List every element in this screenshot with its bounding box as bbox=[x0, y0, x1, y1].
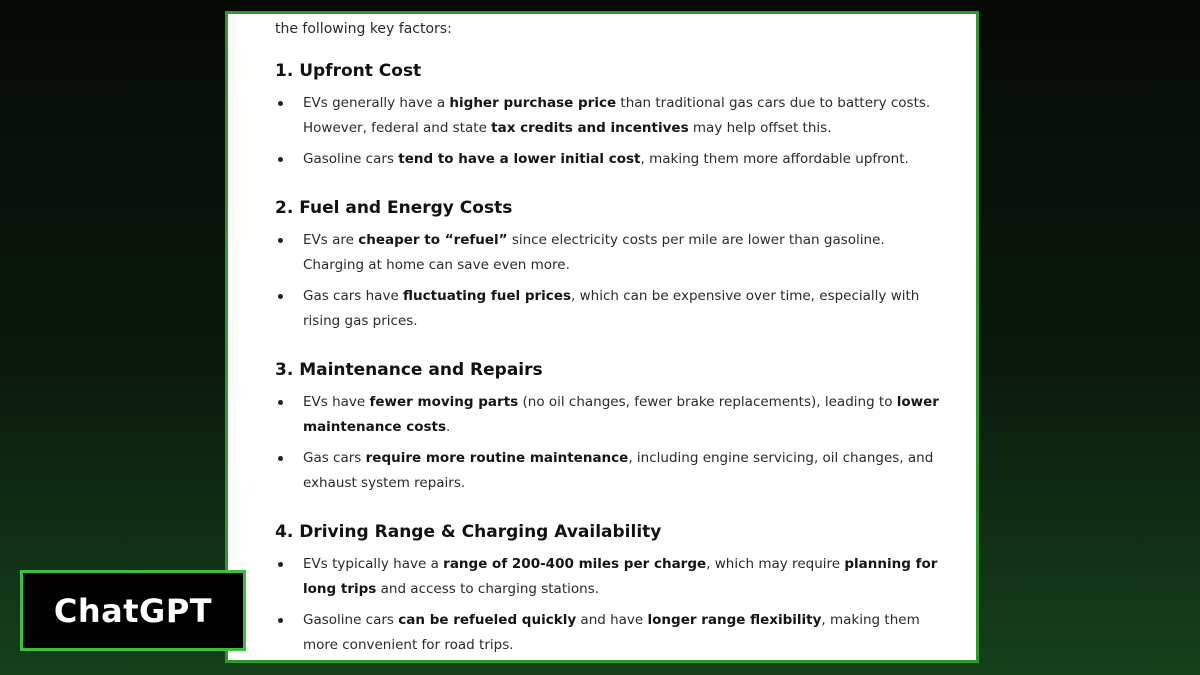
chatgpt-badge bbox=[20, 570, 246, 651]
text-run: than traditional gas cars due to battery costs. However, federal and state bbox=[303, 95, 931, 136]
section-heading: 3. Maintenance and Repairs bbox=[275, 360, 543, 380]
list-item bbox=[275, 147, 945, 172]
bold-text-run: cheaper to “refuel” bbox=[358, 232, 508, 248]
text-run: and have bbox=[576, 612, 648, 628]
text-run: , making them more affordable upfront. bbox=[640, 151, 909, 167]
text-run: Gas cars have bbox=[303, 288, 404, 304]
text-run: may help offset this. bbox=[688, 120, 832, 136]
section-driving-range-charging bbox=[275, 521, 945, 658]
section-upfront-cost bbox=[275, 60, 945, 172]
list-item bbox=[275, 390, 945, 440]
list-item bbox=[275, 446, 945, 496]
bold-text-run: fewer moving parts bbox=[369, 394, 519, 410]
intro-text: the following key factors: bbox=[275, 21, 452, 37]
section-fuel-energy-costs bbox=[275, 197, 945, 334]
text-run: since electricity costs per mile are lower than gasoline. Charging at home can save even more. bbox=[303, 232, 885, 273]
text-run: Gasoline cars bbox=[303, 612, 399, 628]
list-item bbox=[275, 228, 945, 278]
screenshot-frame bbox=[225, 11, 979, 663]
list-item bbox=[275, 91, 945, 141]
section-heading: 4. Driving Range & Charging Availability bbox=[275, 522, 662, 542]
text-run: , including engine servicing, oil changes, and exhaust system repairs. bbox=[303, 450, 934, 491]
bold-text-run: tend to have a lower initial cost bbox=[398, 151, 641, 167]
text-run: EVs typically have a bbox=[303, 556, 444, 572]
section-heading: 1. Upfront Cost bbox=[275, 61, 422, 81]
section-maintenance-repairs bbox=[275, 359, 945, 496]
bold-text-run: tax credits and incentives bbox=[491, 120, 689, 136]
list-item bbox=[275, 608, 945, 658]
bold-text-run: range of 200-400 miles per charge bbox=[443, 556, 707, 572]
list-item bbox=[275, 552, 945, 602]
text-run: , which may require bbox=[706, 556, 845, 572]
bold-text-run: fluctuating fuel prices bbox=[403, 288, 572, 304]
text-run: EVs generally have a bbox=[303, 95, 450, 111]
text-run: EVs have bbox=[303, 394, 370, 410]
bold-text-run: require more routine maintenance bbox=[365, 450, 629, 466]
chat-response-document bbox=[228, 14, 976, 660]
bold-text-run: higher purchase price bbox=[449, 95, 617, 111]
text-run: , making them more convenient for road trips. bbox=[303, 612, 920, 653]
text-run: (no oil changes, fewer brake replacements), leading to bbox=[518, 394, 897, 410]
text-run: EVs are bbox=[303, 232, 359, 248]
badge-label: ChatGPT bbox=[53, 591, 213, 630]
text-run: Gas cars bbox=[303, 450, 366, 466]
section-heading: 2. Fuel and Energy Costs bbox=[275, 198, 513, 218]
bold-text-run: lower maintenance costs bbox=[303, 394, 939, 435]
text-run: , which can be expensive over time, especially with rising gas prices. bbox=[303, 288, 920, 329]
list-item bbox=[275, 284, 945, 334]
text-run: Gasoline cars bbox=[303, 151, 399, 167]
bold-text-run: can be refueled quickly bbox=[398, 612, 577, 628]
text-run: and access to charging stations. bbox=[376, 581, 600, 597]
text-run: . bbox=[446, 419, 451, 435]
bold-text-run: planning for long trips bbox=[303, 556, 938, 597]
bold-text-run: longer range flexibility bbox=[647, 612, 822, 628]
